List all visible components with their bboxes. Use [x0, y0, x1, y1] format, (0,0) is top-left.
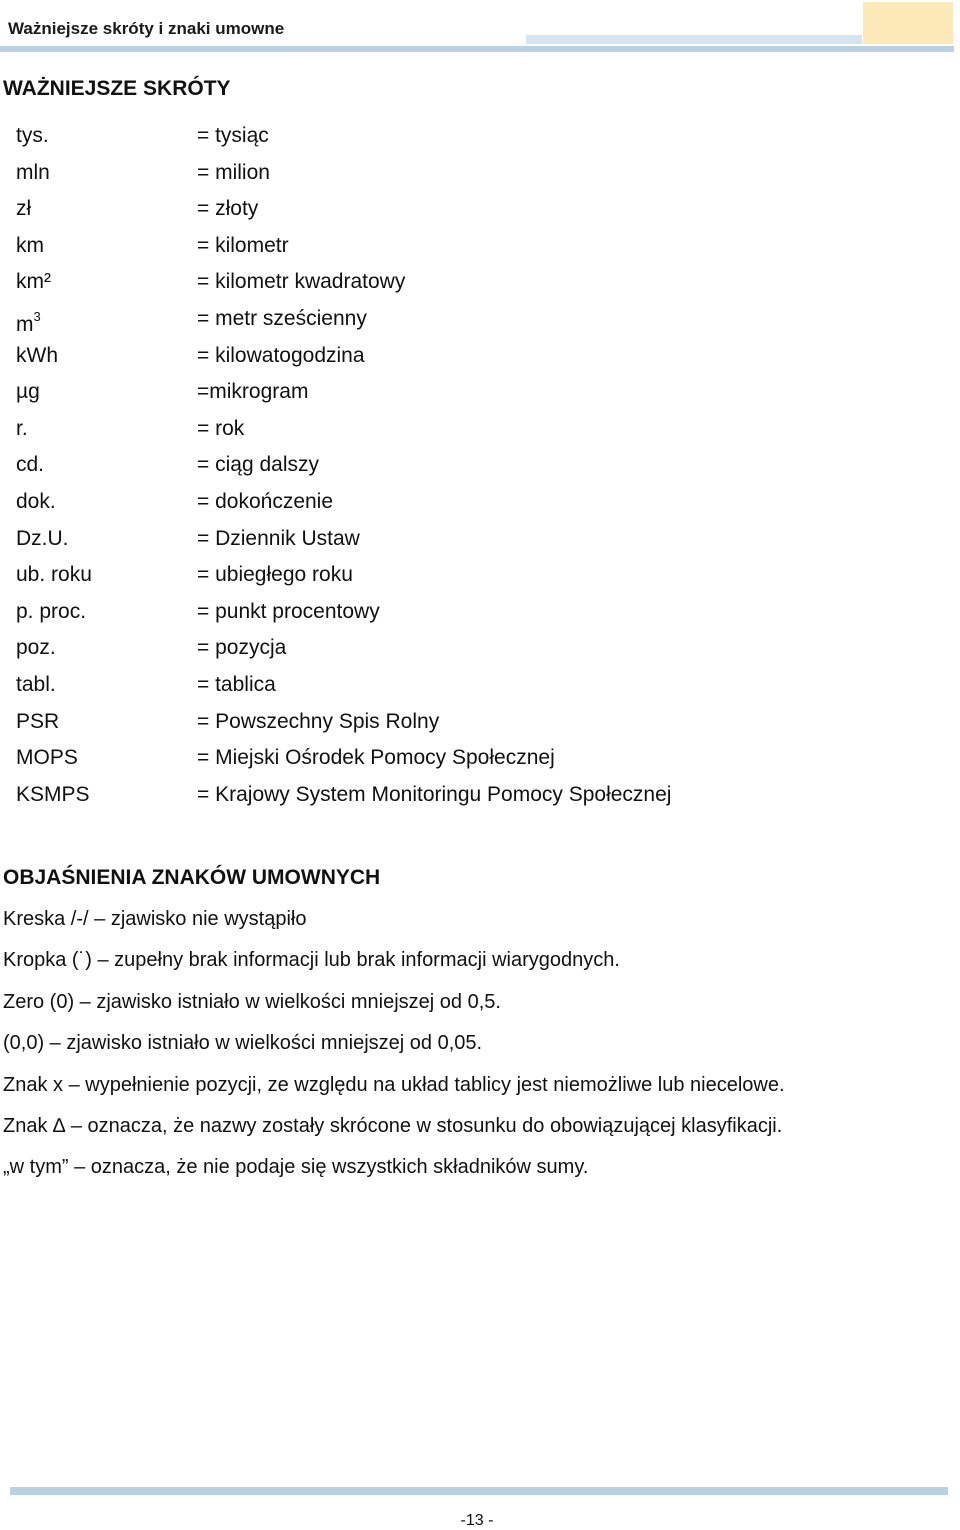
abbreviation-row: [16, 374, 916, 411]
abbreviation-term: [16, 374, 40, 410]
legend-item: Znak x – wypełnienie pozycji, ze względu na układ tablicy jest niemożliwe lub niecelowe.: [3, 1073, 785, 1096]
abbreviation-definition: = Dziennik Ustaw: [197, 526, 360, 550]
abbreviation-row: [16, 630, 916, 667]
abbreviation-term: [16, 155, 50, 191]
abbreviation-definition: = pozycja: [197, 636, 287, 660]
abbreviation-definition: = ubiegłego roku: [197, 563, 353, 587]
abbreviation-term: [16, 594, 86, 630]
abbreviation-term-text: dok.: [16, 489, 56, 513]
abbreviation-definition: = tysiąc: [197, 124, 269, 147]
abbreviation-term-text: zł: [16, 197, 32, 221]
abbreviations-title: WAŻNIEJSZE SKRÓTY: [3, 77, 231, 100]
legend-title: OBJAŚNIENIA ZNAKÓW UMOWNYCH: [3, 866, 381, 889]
abbreviation-row: [16, 521, 916, 558]
running-header-title: Ważniejsze skróty i znaki umowne: [8, 19, 285, 38]
abbreviation-definition: = Krajowy System Monitoringu Pomocy Społecznej: [197, 782, 672, 806]
abbreviation-definition: = tablica: [197, 672, 276, 696]
abbreviation-row: [16, 155, 916, 192]
abbreviation-term-text: km: [16, 233, 44, 257]
abbreviation-term: [16, 667, 56, 703]
abbreviation-term-text: MOPS: [16, 746, 78, 770]
abbreviation-term: [16, 557, 92, 593]
abbreviation-term-text: cd.: [16, 453, 45, 477]
abbreviation-term-text: tys.: [16, 124, 49, 147]
abbreviation-definition: = punkt procentowy: [197, 599, 380, 623]
abbreviation-row: [16, 557, 916, 594]
legend-item: Kreska /-/ – zjawisko nie wystąpiło: [3, 908, 307, 930]
abbreviation-row: [16, 447, 916, 484]
abbreviation-term-text: kWh: [16, 343, 58, 367]
legend-list: [3, 900, 953, 1190]
legend-item: Kropka (˙) – zupełny brak informacji lub brak informacji wiarygodnych.: [3, 949, 620, 972]
abbreviation-definition: = Miejski Ośrodek Pomocy Społecznej: [197, 746, 555, 770]
abbreviation-term: [16, 338, 58, 374]
abbreviation-term: [16, 484, 56, 520]
abbreviation-row: [16, 411, 916, 448]
page-number: -13 -: [460, 1512, 494, 1529]
abbreviation-row: [16, 118, 916, 155]
abbreviation-term: [16, 704, 59, 740]
abbreviation-definition: = Powszechny Spis Rolny: [197, 709, 440, 733]
abbreviation-row: [16, 301, 916, 338]
abbreviation-term: [16, 740, 78, 776]
abbreviation-definition: = milion: [197, 160, 270, 184]
abbreviation-term-text: tabl.: [16, 672, 56, 696]
abbreviation-row: [16, 704, 916, 741]
legend-item: Zero (0) – zjawisko istniało w wielkości mniejszej od 0,5.: [3, 990, 501, 1013]
abbreviation-definition: = złoty: [197, 197, 259, 221]
abbreviation-row: [16, 594, 916, 631]
abbreviation-term-text: r.: [16, 416, 28, 440]
abbreviation-term: [16, 118, 49, 154]
abbreviation-definition: = ciąg dalszy: [197, 453, 319, 477]
footer-divider: [10, 1487, 948, 1495]
legend-item: (0,0) – zjawisko istniało w wielkości mniejszej od 0,05.: [3, 1032, 483, 1055]
abbreviation-term-text: PSR: [16, 709, 60, 733]
abbreviation-row: [16, 264, 916, 301]
abbreviation-term-text: m: [16, 312, 34, 336]
abbreviation-definition: = metr sześcienny: [197, 306, 367, 330]
abbreviation-definition: =mikrogram: [197, 380, 309, 404]
legend-item: „w tym” – oznacza, że nie podaje się wszystkich składników sumy.: [3, 1156, 589, 1179]
abbreviation-term: [16, 521, 69, 557]
abbreviation-term: [16, 191, 31, 227]
header-accent-box: [863, 2, 953, 44]
abbreviation-definition: = rok: [197, 416, 245, 440]
abbreviation-row: [16, 667, 916, 704]
abbreviation-term: [16, 411, 28, 447]
abbreviation-row: [16, 191, 916, 228]
abbreviation-row: [16, 338, 916, 375]
abbreviation-term: [16, 777, 90, 813]
abbreviation-definition: = kilowatogodzina: [197, 343, 365, 367]
abbreviation-term-superscript: 3: [33, 308, 41, 324]
abbreviation-row: [16, 777, 916, 814]
abbreviation-term-text: ub. roku: [16, 563, 92, 587]
abbreviation-term: [16, 228, 44, 264]
header-divider: [0, 46, 954, 52]
abbreviation-term-text: km²: [16, 270, 51, 294]
abbreviation-definition: = kilometr: [197, 233, 289, 257]
abbreviation-term-text: poz.: [16, 636, 56, 660]
abbreviation-term: [16, 447, 44, 483]
abbreviation-row: [16, 228, 916, 265]
abbreviation-definition: = kilometr kwadratowy: [197, 270, 406, 294]
abbreviations-list: [16, 118, 916, 813]
header-accent-bar: [526, 35, 862, 44]
abbreviation-definition: = dokończenie: [197, 489, 334, 513]
abbreviation-term: [16, 630, 56, 666]
abbreviation-term-text: µg: [16, 380, 40, 404]
abbreviation-term-text: p. proc.: [16, 599, 87, 623]
legend-item: Znak ∆ – oznacza, że nazwy zostały skrócone w stosunku do obowiązującej klasyfikacji.: [3, 1114, 783, 1137]
abbreviation-term-text: Dz.U.: [16, 526, 69, 550]
abbreviation-term: [16, 264, 51, 300]
abbreviation-term-text: mln: [16, 160, 50, 184]
abbreviation-row: [16, 484, 916, 521]
abbreviation-term-text: KSMPS: [16, 782, 90, 806]
abbreviation-row: [16, 740, 916, 777]
